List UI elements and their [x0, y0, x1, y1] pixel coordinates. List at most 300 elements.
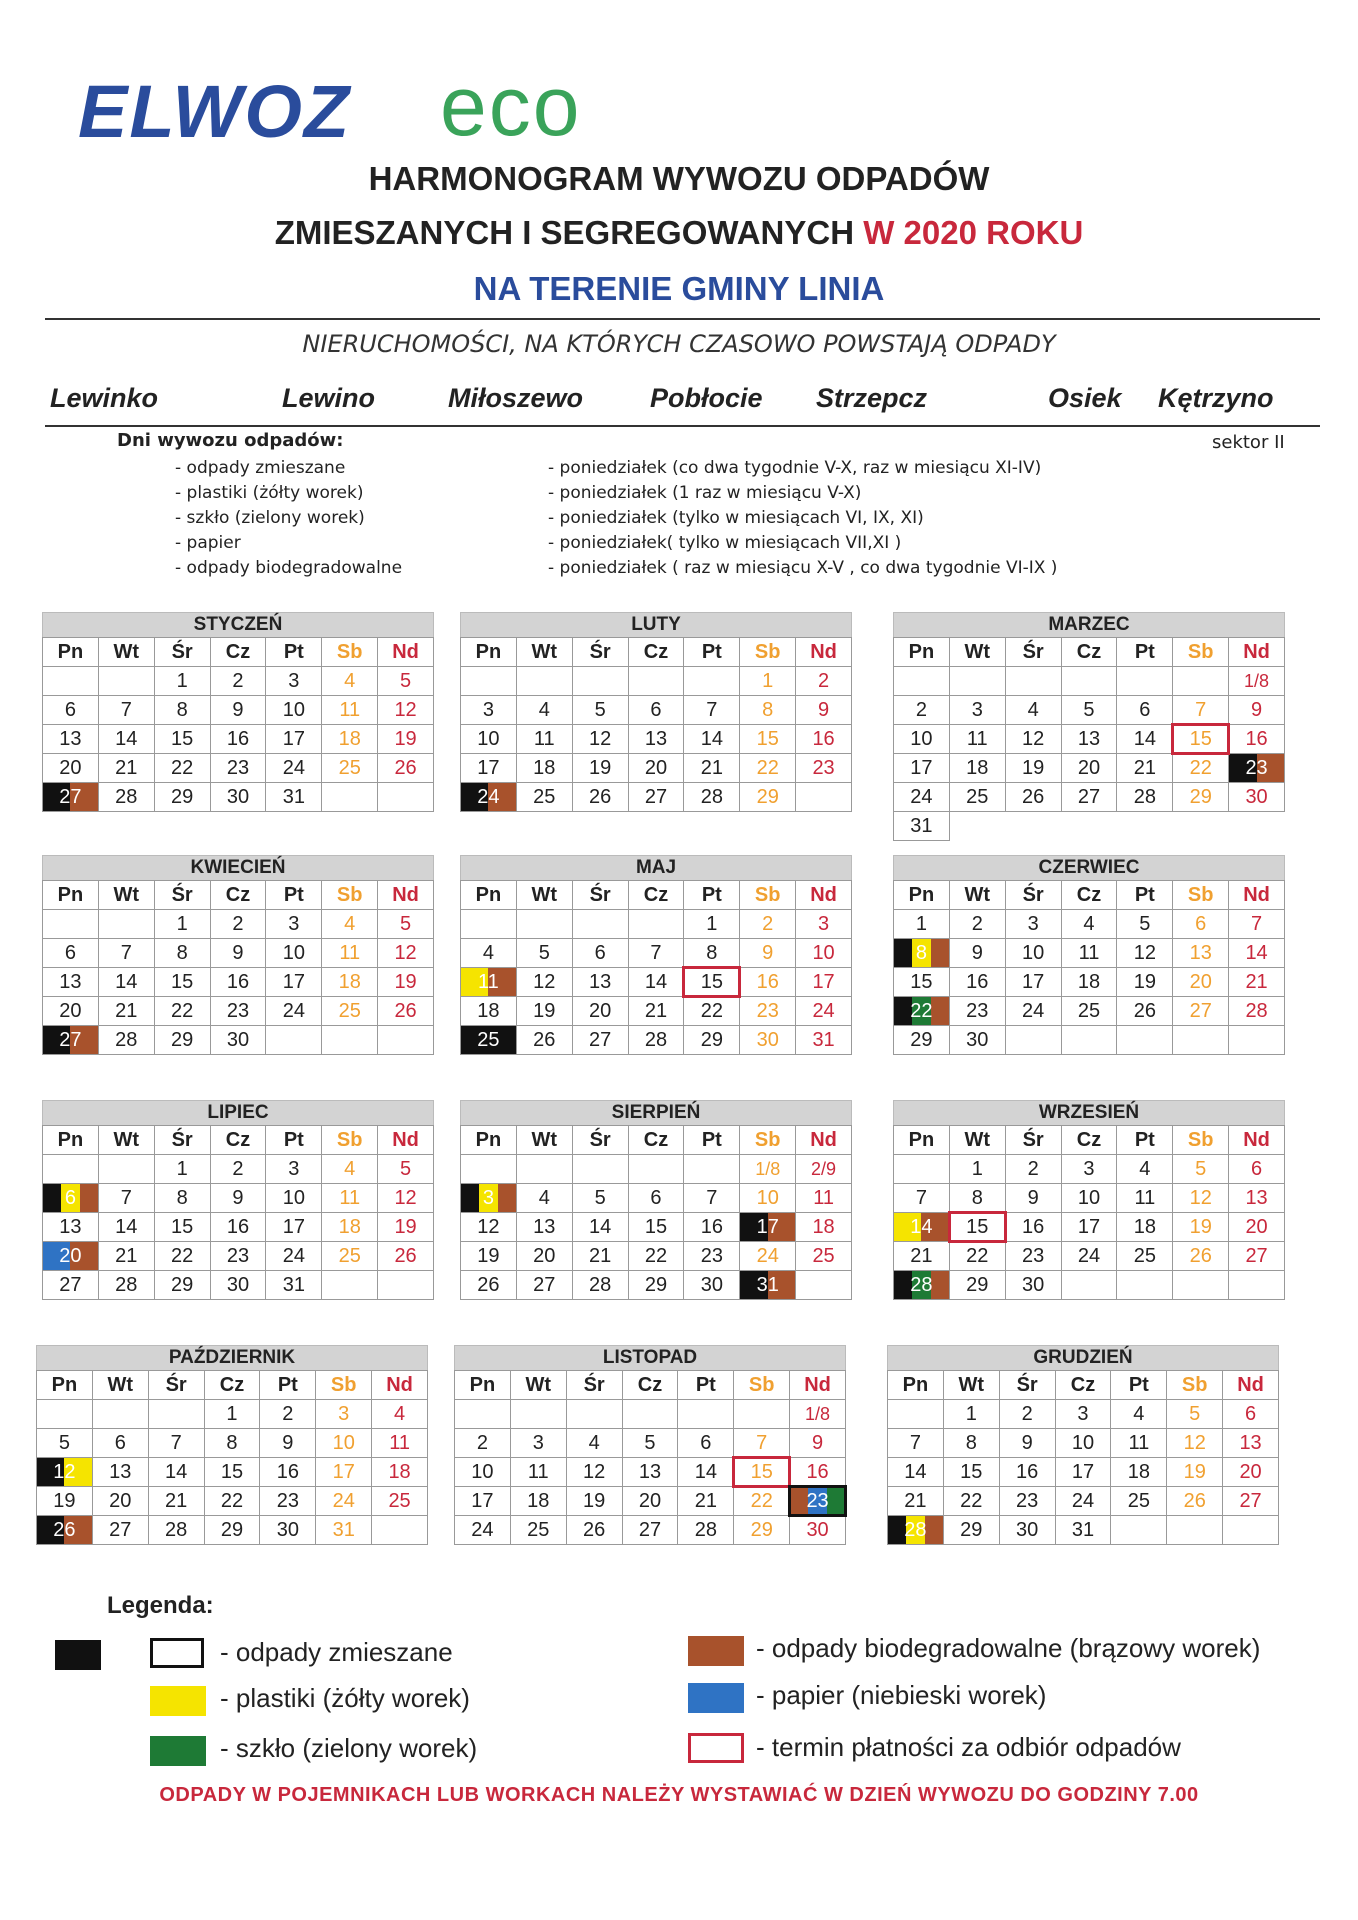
weekday-header: Śr [573, 881, 629, 910]
day-cell [455, 1516, 511, 1545]
day-cell [790, 1487, 846, 1516]
day-number: 3 [482, 698, 494, 721]
day-number: 21 [115, 1244, 138, 1267]
day-number: 28 [694, 1518, 717, 1541]
sector-label: sektor II [1212, 432, 1285, 453]
day-number: 10 [282, 698, 305, 721]
day-cell [1223, 1458, 1279, 1487]
day-number: 1 [176, 1157, 188, 1180]
day-cell [1229, 1242, 1285, 1271]
day-cell [1111, 1458, 1167, 1487]
day-cell [1000, 1487, 1056, 1516]
weekday-header: Pt [684, 638, 740, 667]
day-number: 25 [1133, 1244, 1156, 1267]
day-number: 7 [650, 941, 662, 964]
day-number: 25 [527, 1518, 550, 1541]
day-number: 20 [1239, 1460, 1262, 1483]
day-number: 16 [966, 970, 989, 993]
day-cell [1062, 725, 1118, 754]
day-number: 17 [1077, 1215, 1101, 1238]
day-number: 2 [1027, 1157, 1039, 1180]
weekday-header: Pn [43, 881, 99, 910]
day-cell [99, 783, 155, 812]
weekday-header: Śr [155, 638, 211, 667]
day-number: 12 [583, 1460, 606, 1483]
month-name: CZERWIEC [893, 855, 1285, 880]
day-number: 27 [638, 1518, 662, 1541]
day-number: 29 [171, 785, 194, 808]
empty-day-cell [894, 667, 950, 696]
day-cell [790, 1458, 846, 1487]
day-number: 30 [226, 1273, 250, 1296]
day-number: 30 [226, 1028, 250, 1051]
weekday-header: Cz [1062, 1126, 1118, 1155]
day-number: 11 [478, 970, 499, 993]
day-cell [266, 696, 322, 725]
day-cell [734, 1458, 790, 1487]
day-number: 10 [1071, 1431, 1095, 1454]
weekday-header: Wt [93, 1371, 149, 1400]
day-cell [888, 1487, 944, 1516]
day-number: 17 [1071, 1460, 1095, 1483]
day-cell [1229, 725, 1285, 754]
day-number: 29 [1189, 785, 1212, 808]
weekday-header: Nd [796, 1126, 852, 1155]
day-number: 8 [226, 1431, 238, 1454]
day-cell [155, 1242, 211, 1271]
day-cell [461, 939, 517, 968]
day-number: 19 [394, 727, 417, 750]
day-number: 4 [394, 1402, 406, 1425]
day-number: 31 [332, 1518, 355, 1541]
day-number: 5 [1139, 912, 1151, 935]
day-cell [266, 997, 322, 1026]
day-number: 14 [910, 1215, 933, 1238]
day-cell [950, 754, 1006, 783]
empty-day-cell [43, 1155, 99, 1184]
day-cell [99, 968, 155, 997]
day-cell [211, 910, 267, 939]
day-cell [211, 1026, 267, 1055]
day-number: 25 [338, 1244, 361, 1267]
weekday-header: Pt [1117, 881, 1173, 910]
day-number: 8 [706, 941, 718, 964]
day-cell [260, 1516, 316, 1545]
day-cell [684, 1026, 740, 1055]
day-number: 14 [1133, 727, 1156, 750]
schedule-entry: - poniedziałek (1 raz w miesiącu V-X) [548, 483, 862, 503]
day-number: 26 [1133, 999, 1156, 1022]
month-grid [460, 637, 852, 812]
waste-type: - plastiki (żółty worek) [175, 483, 364, 503]
day-number: 6 [1245, 1402, 1257, 1425]
day-number: 17 [471, 1489, 494, 1512]
empty-day-cell [1229, 1271, 1285, 1300]
day-number: 17 [282, 1215, 305, 1238]
day-cell [155, 667, 211, 696]
weekday-header: Śr [149, 1371, 205, 1400]
day-cell [567, 1487, 623, 1516]
weekday-header: Pn [461, 881, 517, 910]
day-cell [1229, 968, 1285, 997]
day-number: 18 [533, 756, 556, 779]
day-cell [372, 1429, 428, 1458]
day-cell [629, 754, 685, 783]
day-cell [211, 997, 267, 1026]
day-cell [322, 754, 378, 783]
day-number: 22 [700, 999, 723, 1022]
day-number: 7 [120, 941, 132, 964]
empty-day-cell [461, 667, 517, 696]
day-cell [684, 939, 740, 968]
day-cell [1229, 754, 1285, 783]
day-cell [205, 1458, 261, 1487]
day-cell [796, 968, 852, 997]
day-number: 13 [59, 1215, 82, 1238]
day-number: 6 [1139, 698, 1151, 721]
day-cell [1117, 910, 1173, 939]
day-number: 31 [756, 1273, 779, 1296]
day-number: 3 [288, 669, 300, 692]
weekday-header: Pn [43, 638, 99, 667]
day-cell [461, 696, 517, 725]
day-number: 14 [589, 1215, 612, 1238]
legend-swatch-glass [150, 1736, 206, 1766]
month-calendar [460, 612, 852, 812]
day-cell [678, 1429, 734, 1458]
day-cell [1111, 1429, 1167, 1458]
day-number: 11 [1078, 941, 1100, 964]
day-number: 22 [1189, 756, 1212, 779]
pickup-marker-mixed [894, 939, 912, 967]
day-cell [573, 754, 629, 783]
month-name: KWIECIEŃ [42, 855, 434, 880]
day-cell [1062, 696, 1118, 725]
day-number: 3 [288, 912, 300, 935]
waste-type: - papier [175, 533, 241, 553]
day-number: 16 [226, 1215, 250, 1238]
day-cell [629, 696, 685, 725]
day-cell [372, 1458, 428, 1487]
day-number: 12 [533, 970, 556, 993]
day-number: 19 [394, 1215, 417, 1238]
day-cell [1062, 1184, 1118, 1213]
weekday-header: Sb [740, 881, 796, 910]
day-cell [511, 1429, 567, 1458]
day-number: 9 [1027, 1186, 1039, 1209]
day-cell [260, 1458, 316, 1487]
day-number: 3 [1077, 1402, 1089, 1425]
day-cell [211, 1155, 267, 1184]
day-number: 9 [812, 1431, 824, 1454]
day-number: 2/9 [811, 1158, 837, 1179]
day-cell [573, 1026, 629, 1055]
month-grid [42, 1125, 434, 1300]
pickup-marker-bio [790, 1487, 808, 1515]
day-number: 18 [338, 1215, 361, 1238]
weekday-header: Śr [573, 638, 629, 667]
weekday-header: Cz [629, 1126, 685, 1155]
day-cell [796, 667, 852, 696]
day-number: 13 [109, 1460, 132, 1483]
day-number: 19 [1133, 970, 1156, 993]
day-cell [894, 1184, 950, 1213]
day-cell [1062, 754, 1118, 783]
empty-day-cell [1062, 1026, 1118, 1055]
day-cell [93, 1487, 149, 1516]
day-number: 24 [1077, 1244, 1101, 1267]
schedule-list [548, 456, 1057, 581]
day-cell [1117, 1242, 1173, 1271]
day-cell [950, 968, 1006, 997]
day-cell [322, 1242, 378, 1271]
day-cell [211, 968, 267, 997]
day-cell [316, 1400, 372, 1429]
month-calendar [893, 855, 1285, 1055]
day-cell [573, 783, 629, 812]
day-cell [894, 910, 950, 939]
day-cell [461, 783, 517, 812]
day-cell [149, 1429, 205, 1458]
month-calendar [460, 855, 852, 1055]
day-number: 24 [1071, 1489, 1095, 1512]
empty-day-cell [573, 1155, 629, 1184]
day-number: 15 [220, 1460, 244, 1483]
day-cell [155, 725, 211, 754]
day-number: 23 [276, 1489, 299, 1512]
empty-day-cell [1229, 1026, 1285, 1055]
empty-day-cell [99, 667, 155, 696]
day-number: 11 [813, 1186, 834, 1209]
day-number: 28 [589, 1273, 612, 1296]
day-cell [894, 1271, 950, 1300]
day-number: 26 [394, 1244, 417, 1267]
weekday-header: Pt [266, 1126, 322, 1155]
day-number: 11 [966, 727, 988, 750]
month-grid [893, 637, 1285, 841]
day-cell [155, 1026, 211, 1055]
day-number: 18 [388, 1460, 411, 1483]
day-cell [378, 910, 434, 939]
day-cell [455, 1487, 511, 1516]
day-number: 10 [910, 727, 933, 750]
day-cell [517, 1184, 573, 1213]
villages-row [0, 383, 1358, 423]
day-number: 24 [282, 756, 305, 779]
day-cell [1062, 910, 1118, 939]
day-number: 20 [59, 1244, 82, 1267]
day-number: 25 [533, 785, 556, 808]
day-number: 21 [589, 1244, 612, 1267]
day-number: 5 [594, 1186, 606, 1209]
day-number: 30 [226, 785, 250, 808]
day-cell [1062, 1213, 1118, 1242]
day-number: 16 [226, 970, 250, 993]
day-cell [1229, 939, 1285, 968]
day-cell [790, 1429, 846, 1458]
day-cell [99, 754, 155, 783]
day-cell [266, 667, 322, 696]
weekday-header: Sb [1173, 638, 1229, 667]
day-number: 4 [538, 698, 550, 721]
day-number: 23 [966, 999, 989, 1022]
day-number: 12 [1133, 941, 1156, 964]
weekday-header: Wt [517, 881, 573, 910]
day-cell [37, 1516, 93, 1545]
day-cell [623, 1429, 679, 1458]
day-number: 16 [806, 1460, 829, 1483]
day-number: 5 [538, 941, 550, 964]
day-cell [950, 1271, 1006, 1300]
waste-type: - szkło (zielony worek) [175, 508, 365, 528]
day-number: 5 [400, 1157, 412, 1180]
day-number: 21 [904, 1489, 927, 1512]
day-cell [316, 1458, 372, 1487]
day-cell [573, 1242, 629, 1271]
day-number: 18 [1133, 1215, 1156, 1238]
day-cell [950, 783, 1006, 812]
day-cell [1062, 1155, 1118, 1184]
day-number: 15 [960, 1460, 983, 1483]
day-cell [678, 1487, 734, 1516]
day-cell [1223, 1400, 1279, 1429]
empty-day-cell [796, 1271, 852, 1300]
legend-swatch-plastic [150, 1686, 206, 1716]
weekday-header: Pt [266, 881, 322, 910]
day-number: 9 [1251, 698, 1263, 721]
day-cell [1117, 783, 1173, 812]
day-cell [573, 968, 629, 997]
day-cell [1167, 1400, 1223, 1429]
day-cell [894, 725, 950, 754]
pickup-marker-bio [931, 939, 949, 967]
day-cell [155, 939, 211, 968]
day-number: 8 [971, 1186, 983, 1209]
day-number: 13 [644, 727, 668, 750]
day-cell [43, 1271, 99, 1300]
day-cell [1056, 1400, 1112, 1429]
empty-day-cell [573, 667, 629, 696]
day-cell [211, 667, 267, 696]
empty-day-cell [1062, 1271, 1118, 1300]
day-cell [1056, 1458, 1112, 1487]
day-number: 11 [527, 1460, 549, 1483]
day-number: 4 [538, 1186, 550, 1209]
day-cell [684, 1242, 740, 1271]
day-cell [205, 1516, 261, 1545]
day-cell [1062, 997, 1118, 1026]
day-cell [629, 1026, 685, 1055]
day-number: 11 [339, 698, 361, 721]
weekday-header: Śr [1006, 881, 1062, 910]
day-cell [266, 1213, 322, 1242]
day-cell [573, 997, 629, 1026]
day-cell [1173, 783, 1229, 812]
day-cell [99, 696, 155, 725]
day-number: 15 [700, 970, 723, 993]
day-cell [740, 968, 796, 997]
day-cell [623, 1487, 679, 1516]
weekday-header: Pt [1117, 638, 1173, 667]
weekday-header: Nd [372, 1371, 428, 1400]
day-number: 30 [1245, 785, 1268, 808]
day-cell [1173, 910, 1229, 939]
month-calendar [893, 612, 1285, 841]
day-cell [684, 725, 740, 754]
day-cell [266, 725, 322, 754]
day-cell [266, 939, 322, 968]
month-name: SIERPIEŃ [460, 1100, 852, 1125]
day-cell [211, 939, 267, 968]
day-number: 8 [176, 941, 188, 964]
day-cell [155, 1155, 211, 1184]
schedule-entry: - poniedziałek ( raz w miesiącu X-V , co dwa tygodnie VI-IX ) [548, 558, 1058, 578]
weekday-header: Cz [1056, 1371, 1112, 1400]
day-cell [1229, 1213, 1285, 1242]
day-number: 16 [1016, 1460, 1039, 1483]
day-cell [316, 1487, 372, 1516]
day-cell [266, 1155, 322, 1184]
pickup-marker-bio [80, 1184, 98, 1212]
day-cell [322, 968, 378, 997]
day-cell [1111, 1400, 1167, 1429]
village-name: Strzepcz [816, 383, 928, 413]
legend-swatch-mixed-outline [150, 1638, 204, 1668]
footer-notice: ODPADY W POJEMNIKACH LUB WORKACH NALEŻY WYSTAWIAĆ W DZIEŃ WYWOZU DO GODZINY 7.00 [159, 1784, 1199, 1806]
day-cell [796, 910, 852, 939]
day-cell [266, 754, 322, 783]
day-number: 12 [1189, 1186, 1212, 1209]
day-cell [790, 1400, 846, 1429]
weekday-header: Nd [796, 638, 852, 667]
day-cell [894, 754, 950, 783]
empty-day-cell [455, 1400, 511, 1429]
month-calendar [42, 1100, 434, 1300]
day-number: 15 [171, 1215, 194, 1238]
day-cell [1167, 1458, 1223, 1487]
day-cell [517, 696, 573, 725]
day-cell [1173, 997, 1229, 1026]
day-cell [517, 725, 573, 754]
day-number: 1/8 [755, 1158, 781, 1179]
empty-day-cell [1173, 667, 1229, 696]
logo-eco-text: eco [440, 59, 582, 153]
month-grid [887, 1370, 1279, 1545]
legend-swatch-bio [688, 1636, 744, 1666]
day-cell [894, 939, 950, 968]
empty-day-cell [461, 910, 517, 939]
day-number: 27 [59, 785, 82, 808]
pickup-markers [790, 1487, 845, 1515]
day-cell [1006, 696, 1062, 725]
day-number: 24 [282, 1244, 305, 1267]
day-cell [211, 696, 267, 725]
day-number: 1 [706, 912, 718, 935]
day-number: 18 [338, 970, 361, 993]
weekday-header: Śr [1006, 1126, 1062, 1155]
weekday-header: Sb [1173, 1126, 1229, 1155]
day-cell [1173, 696, 1229, 725]
weekday-header: Pt [1111, 1371, 1167, 1400]
day-number: 20 [109, 1489, 132, 1512]
day-cell [888, 1458, 944, 1487]
day-cell [1167, 1429, 1223, 1458]
day-number: 21 [1245, 970, 1268, 993]
day-number: 6 [64, 1186, 76, 1209]
day-number: 7 [120, 698, 132, 721]
weekday-header: Sb [1167, 1371, 1223, 1400]
weekday-header: Sb [740, 638, 796, 667]
